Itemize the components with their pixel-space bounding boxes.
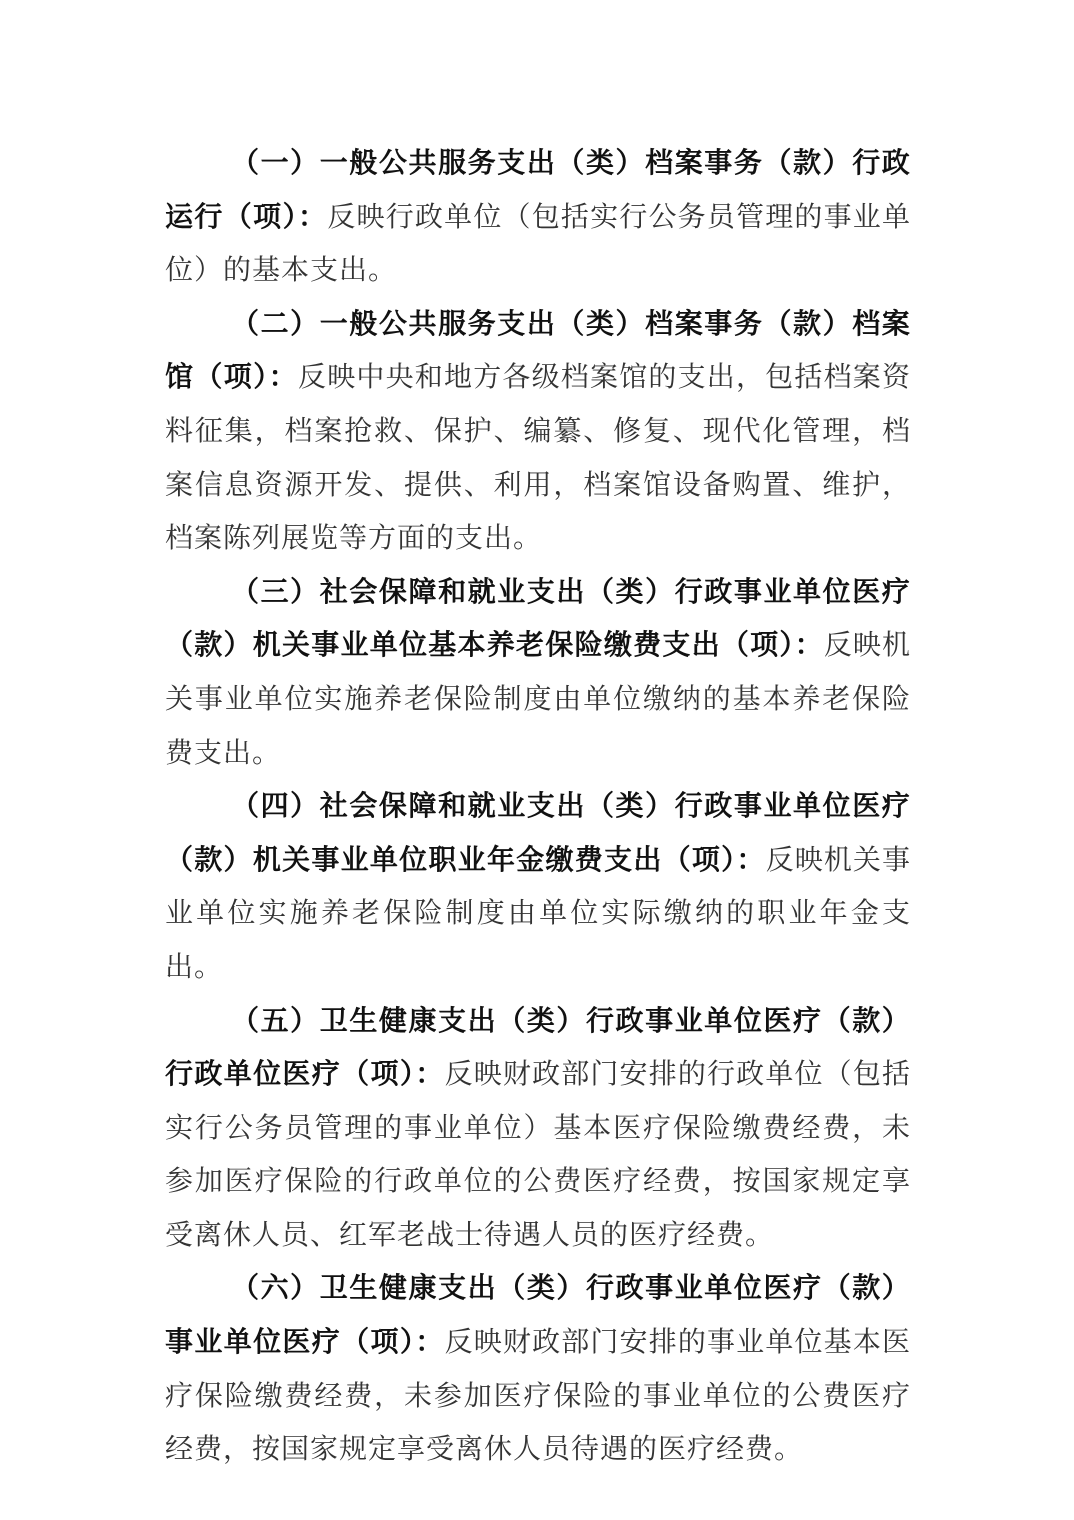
- paragraph-text: 反映机关事业单位实施养老保险制度由单位缴纳的基本养老保险费支出。: [165, 628, 911, 769]
- paragraph-heading: （四）社会保障和就业支出（类）行政事业单位医疗（款）机关事业单位职业年金缴费支出（项）：: [165, 789, 911, 876]
- paragraph-1: [165, 136, 911, 297]
- document-body: [165, 136, 911, 1476]
- paragraph-heading: （五）卫生健康支出（类）行政事业单位医疗（款）行政单位医疗（项）：: [165, 1003, 911, 1091]
- paragraph-heading: （六）卫生健康支出（类）行政事业单位医疗（款）事业单位医疗（项）：: [165, 1271, 911, 1359]
- paragraph-text: 反映机关事业单位实施养老保险制度由单位实际缴纳的职业年金支出。: [165, 842, 911, 983]
- paragraph-text: 反映财政部门安排的行政单位（包括实行公务员管理的事业单位）基本医疗保险缴费经费，未参加医疗保险的行政单位的公费医疗经费，按国家规定享受离休人员、红军老战士待遇人员的医疗经费。: [165, 1057, 911, 1251]
- paragraph-heading: （一）一般公共服务支出（类）档案事务（款）行政运行（项）：: [165, 146, 911, 233]
- paragraph-heading: （三）社会保障和就业支出（类）行政事业单位医疗（款）机关事业单位基本养老保险缴费支出（项）：: [165, 574, 911, 662]
- paragraph-text: 反映财政部门安排的事业单位基本医疗保险缴费经费，未参加医疗保险的事业单位的公费医疗经费，按国家规定享受离休人员待遇的医疗经费。: [165, 1325, 911, 1466]
- paragraph-4: [165, 779, 911, 993]
- paragraph-6: [165, 1261, 911, 1475]
- paragraph-heading: （二）一般公共服务支出（类）档案事务（款）档案馆（项）：: [165, 306, 911, 394]
- paragraph-3: [165, 565, 911, 779]
- paragraph-5: [165, 994, 911, 1262]
- paragraph-2: [165, 297, 911, 565]
- paragraph-text: 反映行政单位（包括实行公务员管理的事业单位）的基本支出。: [165, 199, 911, 287]
- paragraph-text: 反映中央和地方各级档案馆的支出，包括档案资料征集，档案抢救、保护、编纂、修复、现代化管理，档案信息资源开发、提供、利用，档案馆设备购置、维护，档案陈列展览等方面的支出。: [165, 360, 911, 555]
